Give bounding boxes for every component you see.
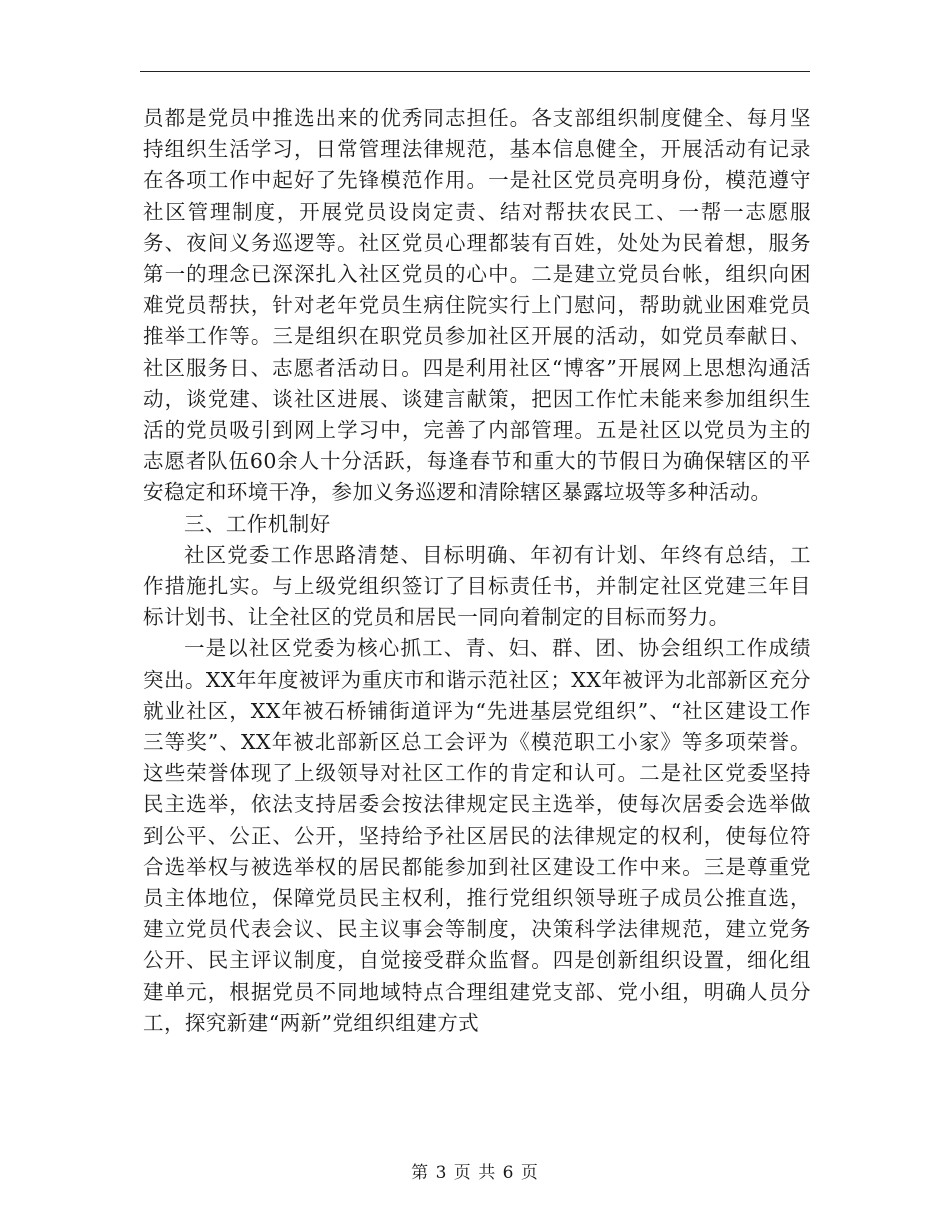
document-body	[143, 103, 811, 1039]
page-number-footer: 第 3 页 共 6 页	[411, 1163, 539, 1183]
header-rule	[140, 71, 810, 72]
body-paragraph: 员都是党员中推选出来的优秀同志担任。各支部组织制度健全、每月坚持组织生活学习，日常管理法律规范，基本信息健全，开展活动有记录在各项工作中起好了先锋模范作用。一是社区党员亮明身份，模范遵守社区管理制度，开展党员设岗定责、结对帮扶农民工、一帮一志愿服务、夜间义务巡逻等。社区党员心理都装有百姓，处处为民着想，服务第一的理念已深深扎入社区党员的心中。二是建立党员台帐，组织向困难党员帮扶，针对老年党员生病住院实行上门慰问，帮助就业困难党员推举工作等。三是组织在职党员参加社区开展的活动，如党员奉献日、社区服务日、志愿者活动日。四是利用社区“博客”开展网上思想沟通活动，谈党建、谈社区进展、谈建言献策，把因工作忙未能来参加组织生活的党员吸引到网上学习中，完善了内部管理。五是社区以党员为主的志愿者队伍60余人十分活跃，每逢春节和重大的节假日为确保辖区的平安稳定和环境干净，参加义务巡逻和清除辖区暴露垃圾等多种活动。	[143, 106, 811, 505]
body-paragraph: 社区党委工作思路清楚、目标明确、年初有计划、年终有总结，工作措施扎实。与上级党组织签订了目标责任书，并制定社区党建三年目标计划书、让全社区的党员和居民一同向着制定的目标而努力。	[143, 542, 811, 630]
section-heading: 三、工作机制好	[184, 511, 331, 536]
body-paragraph: 一是以社区党委为核心抓工、青、妇、群、团、协会组织工作成绩突出。XX年年度被评为重庆市和谐示范社区；XX年被评为北部新区充分就业社区，XX年被石桥铺街道评为“先进基层党组织”、“社区建设工作三等奖”、XX年被北部新区总工会评为《模范职工小家》等多项荣誉。这些荣誉体现了上级领导对社区工作的肯定和认可。二是社区党委坚持民主选举，依法支持居委会按法律规定民主选举，使每次居委会选举做到公平、公正、公开，坚持给予社区居民的法律规定的权利，使每位符合选举权与被选举权的居民都能参加到社区建设工作中来。三是尊重党员主体地位，保障党员民主权利，推行党组织领导班子成员公推直选，建立党员代表会议、民主议事会等制度，决策科学法律规范，建立党务公开、民主评议制度，自觉接受群众监督。四是创新组织设置，细化组建单元，根据党员不同地域特点合理组建党支部、党小组，明确人员分工，探究新建“两新”党组织组建方式	[143, 636, 811, 1035]
